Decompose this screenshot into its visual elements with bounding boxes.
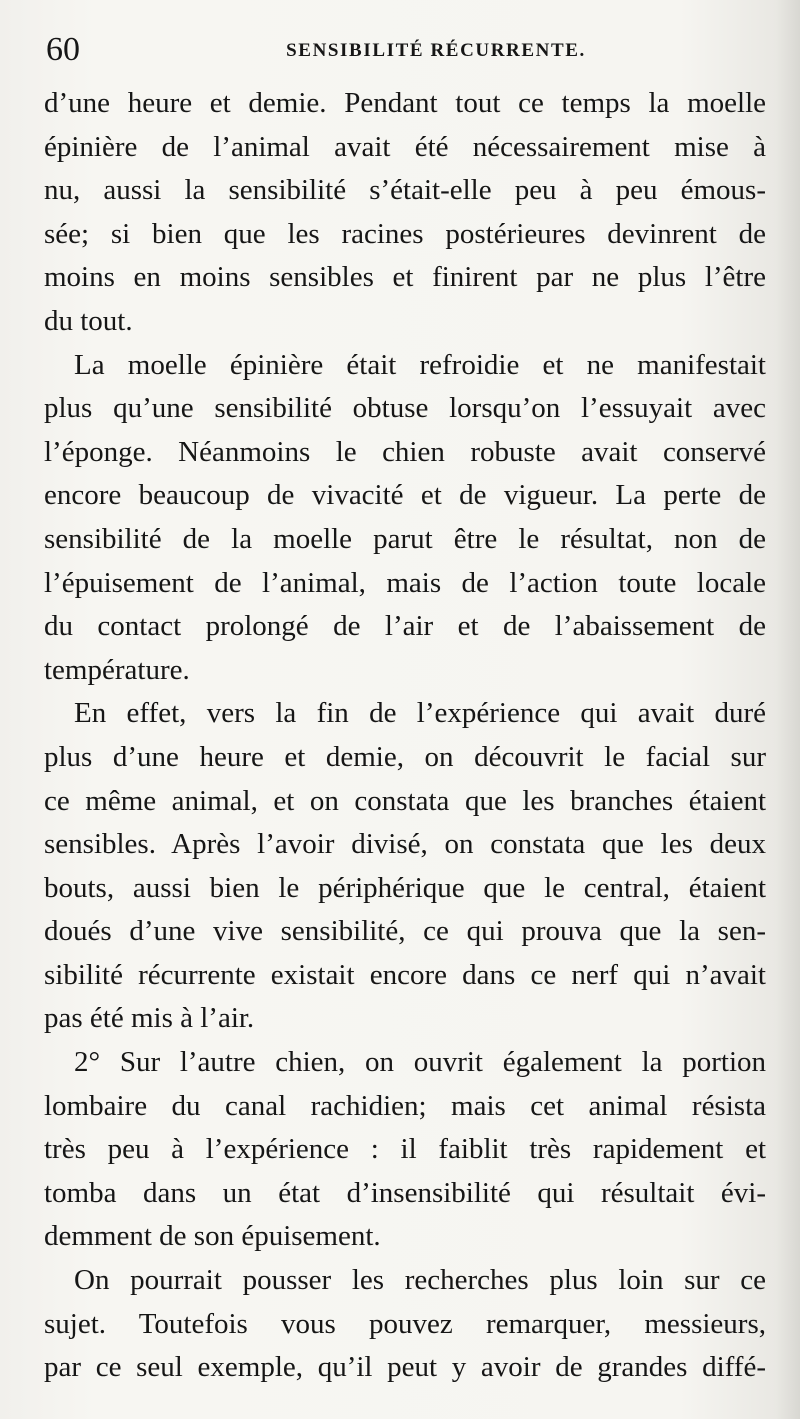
text-line: sujet. Toutefois vous pouvez remarquer, messieurs, xyxy=(44,1307,766,1340)
text-line: bouts, aussi bien le périphérique que le central, étaient xyxy=(44,871,766,904)
text-line: La moelle épinière était refroidie et ne manifestait xyxy=(74,348,766,381)
text-line: En effet, vers la fin de l’expérience qui avait duré xyxy=(74,697,766,730)
text-line: encore beaucoup de vivacité et de vigueur. La perte de xyxy=(44,479,766,512)
paragraph xyxy=(44,1259,766,1390)
text-line: demment de son épuisement. xyxy=(44,1220,381,1253)
text-line: température. xyxy=(44,653,190,686)
text-line: sée; si bien que les racines postérieures devinrent de xyxy=(44,217,766,250)
paragraph xyxy=(44,1041,766,1259)
paragraph xyxy=(44,82,766,344)
text-line: 2° Sur l’autre chien, on ouvrit également la portion xyxy=(74,1046,766,1079)
text-line: très peu à l’expérience : il faiblit très rapidement et xyxy=(44,1133,766,1166)
text-line: sibilité récurrente existait encore dans ce nerf qui n’avait xyxy=(44,958,766,991)
text-line: plus d’une heure et demie, on découvrit le facial sur xyxy=(44,740,766,773)
text-line: du contact prolongé de l’air et de l’abaissement de xyxy=(44,610,766,643)
text-line: épinière de l’animal avait été nécessairement mise à xyxy=(44,130,766,163)
paragraph xyxy=(44,344,766,693)
text-line: nu, aussi la sensibilité s’était-elle peu à peu émous- xyxy=(44,174,766,207)
running-title: SENSIBILITÉ RÉCURRENTE. xyxy=(286,40,586,61)
text-line: ce même animal, et on constata que les branches étaient xyxy=(44,784,766,817)
text-line: tomba dans un état d’insensibilité qui résultait évi- xyxy=(44,1176,766,1209)
text-line: sensibles. Après l’avoir divisé, on constata que les deux xyxy=(44,828,766,861)
text-line: l’éponge. Néanmoins le chien robuste avait conservé xyxy=(44,435,766,468)
text-line: l’épuisement de l’animal, mais de l’action toute locale xyxy=(44,566,766,599)
body-text xyxy=(44,82,766,1390)
text-line: On pourrait pousser les recherches plus loin sur ce xyxy=(74,1264,766,1297)
text-line: sensibilité de la moelle parut être le résultat, non de xyxy=(44,522,766,555)
paragraph xyxy=(44,692,766,1041)
text-line: plus qu’une sensibilité obtuse lorsqu’on l’essuyait avec xyxy=(44,392,766,425)
text-line: lombaire du canal rachidien; mais cet animal résista xyxy=(44,1089,766,1122)
text-line: d’une heure et demie. Pendant tout ce temps la moelle xyxy=(44,87,766,119)
text-line: doués d’une vive sensibilité, ce qui prouva que la sen- xyxy=(44,915,766,948)
running-head xyxy=(46,30,766,80)
page-number: 60 xyxy=(46,31,80,68)
text-line: pas été mis à l’air. xyxy=(44,1002,255,1035)
text-line: par ce seul exemple, qu’il peut y avoir de grandes diffé- xyxy=(44,1351,766,1384)
text-line: du tout. xyxy=(44,304,133,337)
text-line: moins en moins sensibles et finirent par ne plus l’être xyxy=(44,261,766,294)
